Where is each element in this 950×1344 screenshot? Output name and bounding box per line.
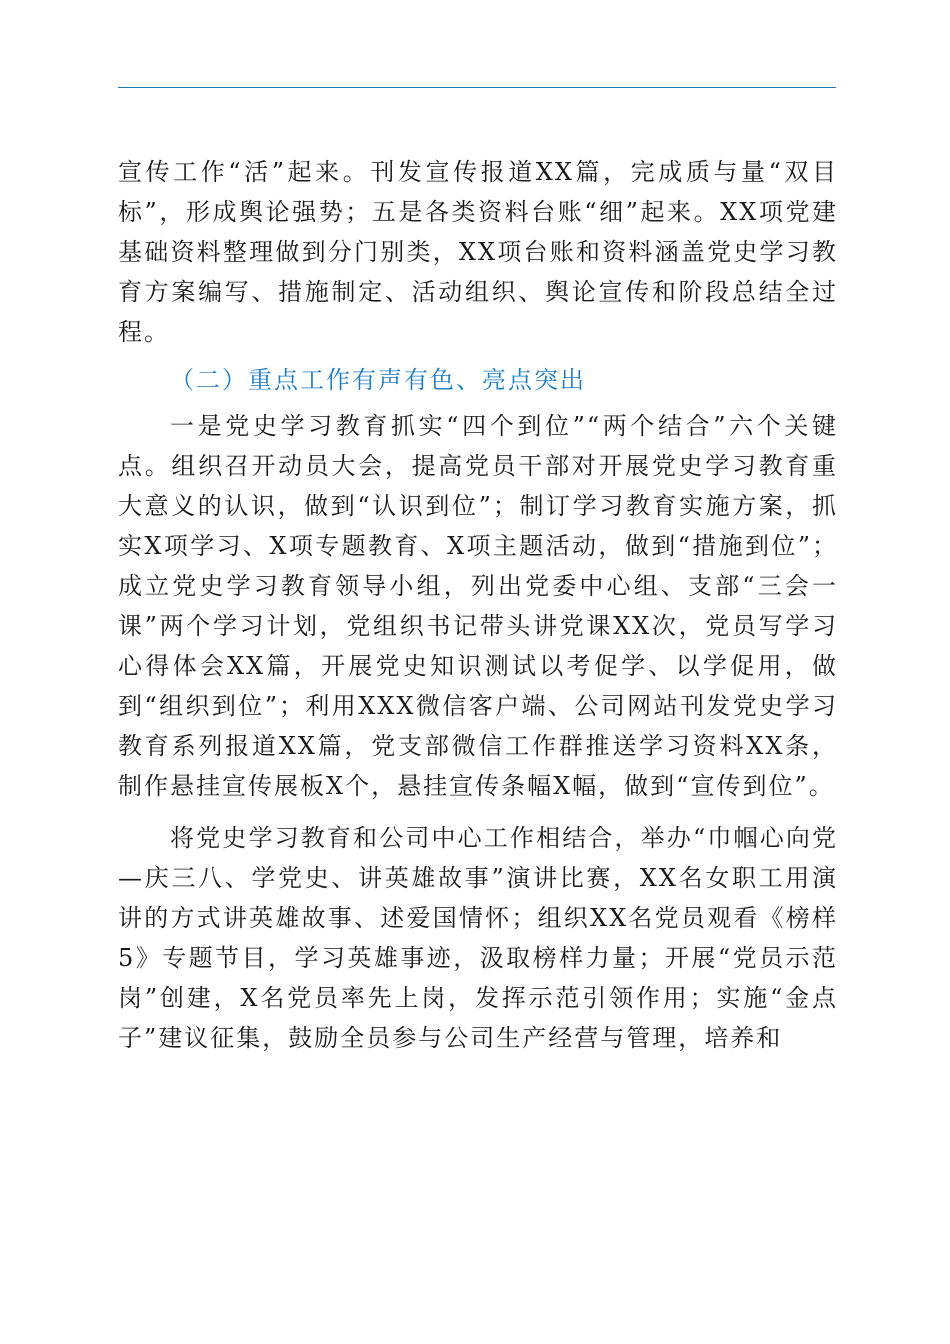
paragraph-continuation: 宣传工作“活”起来。刊发宣传报道XX篇，完成质与量“双目标”，形成舆论强势；五是各类资料台账“细”起来。XX项党建基础资料整理做到分门别类，XX项台账和资料涵盖党史学习教育方案编写、措施制定、活动组织、舆论宣传和阶段总结全过程。 [118,158,838,346]
header-rule [118,87,836,88]
paragraph-combination: 将党史学习教育和公司中心工作相结合，举办“巾帼心向党—庆三八、学党史、讲英雄故事”演讲比赛，XX名女职工用演讲的方式讲英雄故事、述爱国情怀；组织XX名党员观看《榜样5》专题节目，学习英雄事迹，汲取榜样力量；开展“党员示范岗”创建，X名党员率先上岗，发挥示范引领作用；实施“金点子”建议征集，鼓励全员参与公司生产经营与管理，培养和 [118,824,838,1052]
document-body [118,152,838,1058]
section-heading: （二）重点工作有声有色、亮点突出 [170,366,586,394]
paragraph-four-in-place: 一是党史学习教育抓实“四个到位”“两个结合”六个关键点。组织召开动员大会，提高党员干部对开展党史学习教育重大意义的认识，做到“认识到位”；制订学习教育实施方案，抓实X项学习、X项专题教育、X项主题活动，做到“措施到位”；成立党史学习教育领导小组，列出党委中心组、支部“三会一课”两个学习计划，党组织书记带头讲党课XX次，党员写学习心得体会XX篇，开展党史知识测试以考促学、以学促用，做到“组织到位”；利用XXX微信客户端、公司网站刊发党史学习教育系列报道XX篇，党支部微信工作群推送学习资料XX条，制作悬挂宣传展板X个，悬挂宣传条幅X幅，做到“宣传到位”。 [118,412,838,800]
